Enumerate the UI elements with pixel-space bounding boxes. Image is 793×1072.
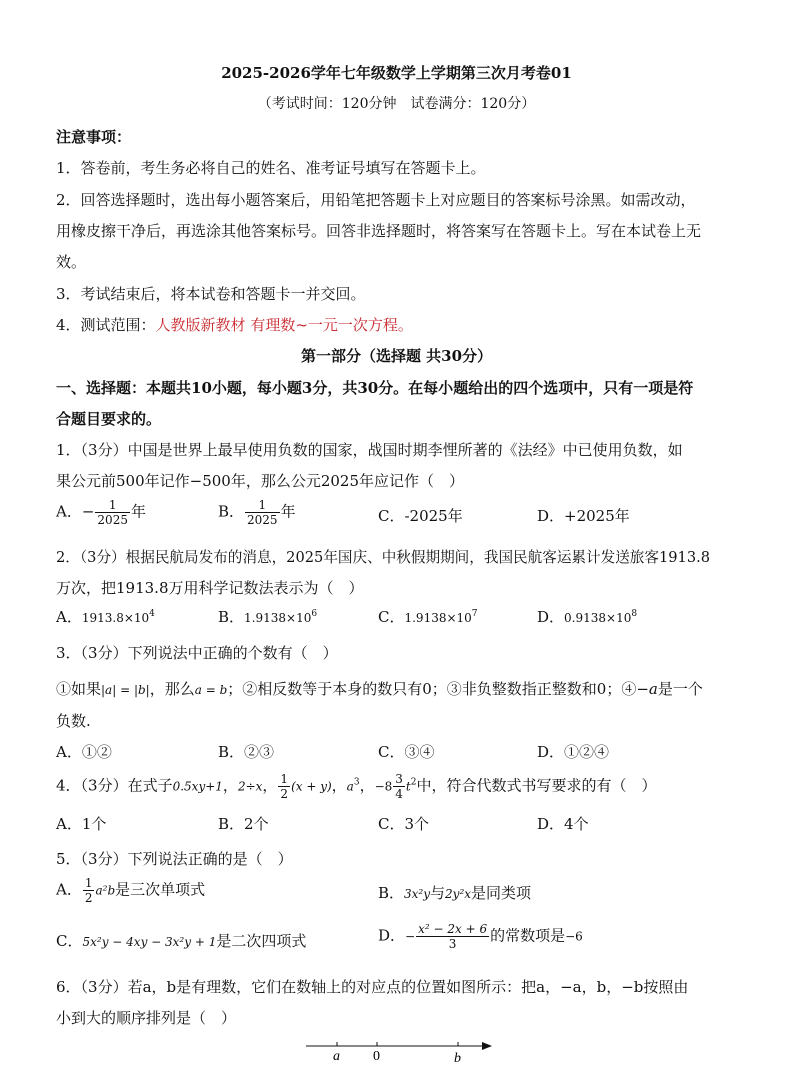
q1-option-a: A．− $\frac{1}{2025}$ 年: [56, 498, 146, 527]
q3-option-a: A．①②: [56, 743, 112, 761]
q2-option-b: B．$1.9138\times 10^6$: [218, 608, 318, 626]
q5-option-b: B．3x²y与2y²x是同类项: [378, 884, 532, 902]
q3-line-2: ①如果|a| = |b|，那么a = b；②相反数等于本身的数只有0；③非负整数指正整数和0；④−a是一个: [56, 680, 703, 698]
part1-title: 第一部分（选择题 共30分）: [300, 347, 493, 365]
q5-option-c: C．5x²y − 4xy − 3x²y + 1是二次四项式: [56, 932, 307, 950]
number-line-figure: [300, 1034, 500, 1066]
q6-line-1: 6．（3分）若a，b是有理数，它们在数轴上的对应点的位置如图所示：把a，−a，b，−b按照由: [56, 978, 689, 996]
q2-option-c: C．$1.9138\times 10^7$: [378, 608, 478, 626]
q5-option-d: D．− $\frac{\text{x² − 2x + 6}}{3}$ 的常数项是−6: [378, 922, 583, 951]
part1-intro-line-2: 合题目要求的。: [56, 410, 162, 428]
exam-title: 2025-2026学年七年级数学上学期第三次月考卷01: [221, 64, 572, 82]
fraction: $\frac{1}{2025}$: [247, 498, 278, 527]
q3-option-b: B．②③: [218, 743, 275, 761]
note-2-line-1: 2．回答选择题时，选出每小题答案后，用铅笔把答题卡上对应题目的答案标号涂黑。如需改动，: [56, 191, 696, 209]
q5-option-a: A． $\frac{1}{2}$ a²b是三次单项式: [56, 876, 206, 905]
q6-line-2: 小到大的顺序排列是（ ）: [56, 1009, 237, 1027]
q4-line-1: 4．（3分）在式子0.5xy+1，2÷x， $\frac{1}{2}$ (x + y)，$a^3$，−8 $\frac{3}{4}$ $t^2$中，符合代数式书写要求的有（ ）: [56, 772, 657, 801]
note-2-line-3: 效。: [56, 253, 87, 271]
axis-label-zero: 0: [373, 1049, 380, 1064]
q1-line-1: 1．（3分）中国是世界上最早使用负数的国家，战国时期李悝所著的《法经》中已使用负数，如: [56, 441, 683, 459]
fraction: $\frac{3}{4}$: [395, 772, 403, 801]
note-4-prefix: 4．测试范围：: [56, 316, 156, 334]
q4-option-a: A．1个: [56, 815, 107, 833]
part1-intro-line-1: 一、选择题：本题共10小题，每小题3分，共30分。在每小题给出的四个选项中，只有一项是符: [56, 379, 694, 397]
q2-option-a: A．$1913.8\times 10^4$: [56, 608, 155, 626]
q3-line-3: 负数.: [56, 712, 91, 730]
q1-option-d: D．+2025年: [537, 507, 630, 525]
axis-label-b: b: [454, 1051, 461, 1066]
fraction: $\frac{\text{x² − 2x + 6}}{3}$: [418, 922, 488, 951]
q1-line-2: 果公元前500年记作−500年，那么公元2025年应记作（ ）: [56, 472, 465, 490]
fraction: $\frac{1}{2}$: [280, 772, 289, 801]
axis-label-a: a: [333, 1049, 340, 1064]
q3-option-d: D．①②④: [537, 743, 610, 761]
q2-line-2: 万次，把1913.8万用科学记数法表示为（ ）: [56, 579, 364, 597]
q2-line-1: 2．（3分）根据民航局发布的消息，2025年国庆、中秋假期期间，我国民航客运累计发送旅客1913.8: [56, 549, 711, 566]
q1-option-b: B． $\frac{1}{2025}$ 年: [218, 498, 296, 527]
q4-option-b: B．2个: [218, 815, 269, 833]
fraction: $\frac{1}{2}$: [84, 876, 93, 905]
fraction: $\frac{1}{2025}$: [97, 498, 128, 527]
test-range: 人教版新教材 有理数~一元一次方程。: [155, 316, 413, 334]
q4-option-d: D．4个: [537, 815, 589, 833]
exam-subtitle: （考试时间：120分钟 试卷满分：120分）: [257, 96, 536, 112]
note-3: 3．考试结束后，将本试卷和答题卡一并交回。: [56, 285, 366, 303]
q1-option-c: C．-2025年: [378, 507, 463, 525]
arrow-head-icon: [482, 1042, 492, 1050]
notes-heading: 注意事项：: [56, 128, 132, 146]
q2-option-d: D．$0.9138\times 10^8$: [537, 608, 638, 626]
note-4: [56, 314, 413, 335]
q3-option-c: C．③④: [378, 743, 435, 761]
q3-line-1: 3．（3分）下列说法中正确的个数有（ ）: [56, 644, 338, 662]
q4-option-c: C．3个: [378, 815, 430, 833]
q5-line-1: 5．（3分）下列说法正确的是（ ）: [56, 850, 293, 868]
note-1: 1．答卷前，考生务必将自己的姓名、准考证号填写在答题卡上。: [56, 159, 486, 177]
note-2-line-2: 用橡皮擦干净后，再选涂其他答案标号。回答非选择题时，将答案写在答题卡上。写在本试卷上无: [56, 222, 702, 240]
